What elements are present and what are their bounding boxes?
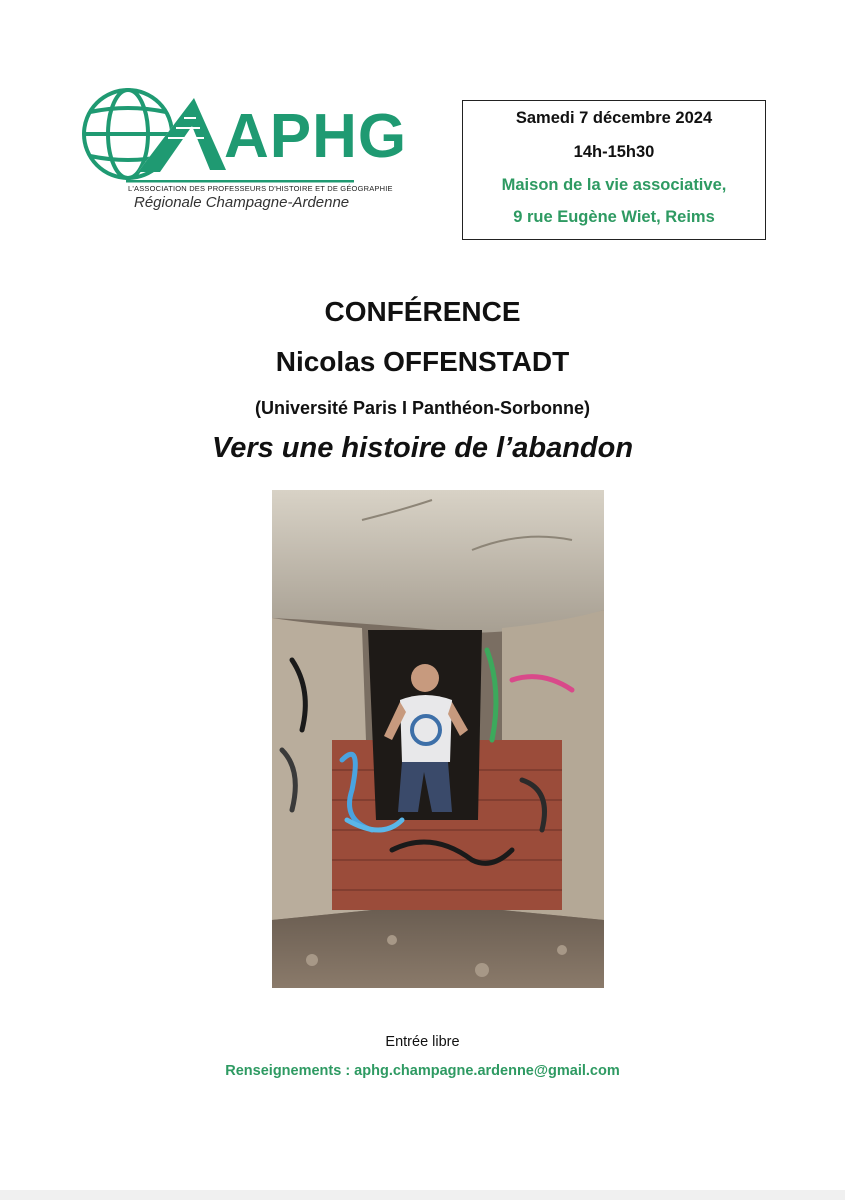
speaker-affiliation: (Université Paris I Panthéon-Sorbonne) — [254, 398, 591, 418]
event-place: Maison de la vie associative, — [501, 176, 727, 194]
page-bottom-strip — [0, 1190, 845, 1200]
event-time: 14h-15h30 — [573, 143, 655, 161]
conference-label: CONFÉRENCE — [324, 296, 521, 327]
speaker-photo — [272, 490, 604, 988]
event-address: 9 rue Eugène Wiet, Reims — [513, 208, 715, 226]
aphg-logo — [76, 76, 408, 216]
speaker-name: Nicolas OFFENSTADT — [275, 346, 570, 377]
logo-caption: L'ASSOCIATION DES PROFESSEURS D'HISTOIRE ET DE GÉOGRAPHIE — [128, 184, 393, 193]
entry-note: Entrée libre — [385, 1034, 460, 1050]
event-date: Samedi 7 décembre 2024 — [515, 109, 713, 127]
event-info-box — [462, 100, 766, 240]
conference-title: Vers une histoire de l’abandon — [211, 432, 634, 464]
logo-region: Régionale Champagne-Ardenne — [134, 194, 350, 211]
contact-info: Renseignements : aphg.champagne.ardenne@gmail.com — [225, 1063, 620, 1079]
logo-word: APHG — [224, 102, 408, 171]
